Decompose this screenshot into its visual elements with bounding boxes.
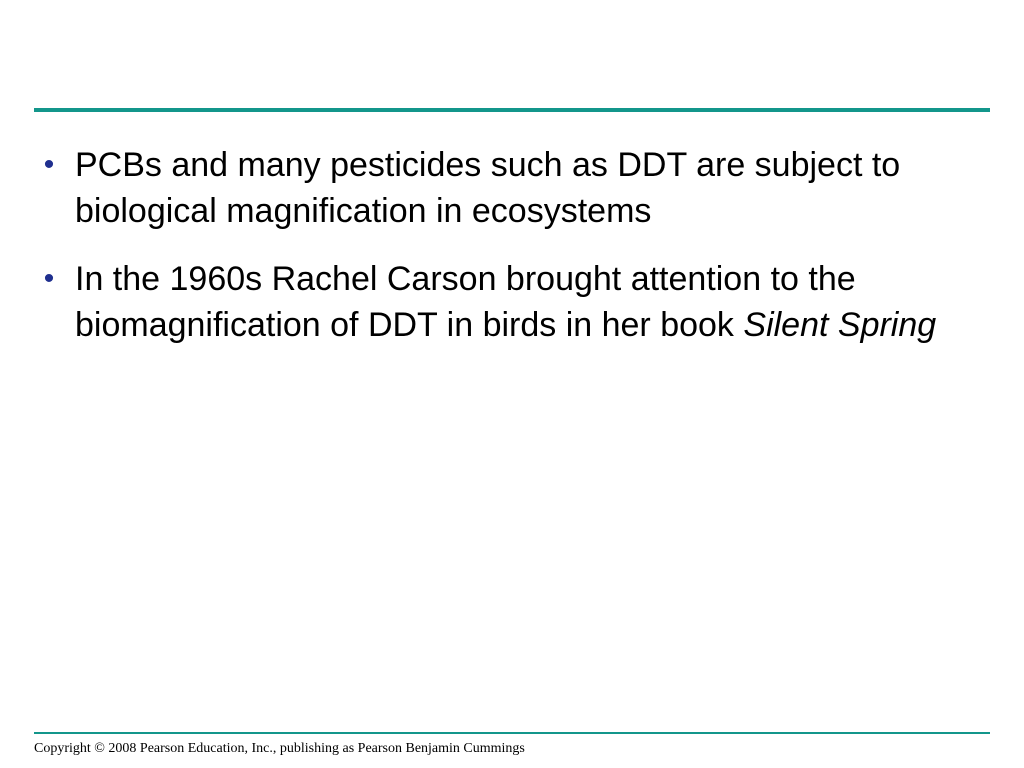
- bottom-divider: [34, 732, 990, 734]
- top-divider: [34, 108, 990, 112]
- bullet-list: [34, 142, 974, 370]
- copyright-footer: Copyright © 2008 Pearson Education, Inc., publishing as Pearson Benjamin Cummings: [34, 741, 525, 756]
- bullet-item-carson: [34, 256, 974, 348]
- book-title: Silent Spring: [743, 306, 937, 344]
- bullet-icon: •: [43, 148, 55, 181]
- bullet-text: PCBs and many pesticides such as DDT are subject to biological magnification in ecosystems: [75, 146, 901, 230]
- bullet-icon: •: [43, 262, 55, 295]
- bullet-text: In the 1960s Rachel Carson brought attention to the biomagnification of DDT in birds in her book: [75, 260, 856, 344]
- bullet-item-pcbs: [34, 142, 974, 234]
